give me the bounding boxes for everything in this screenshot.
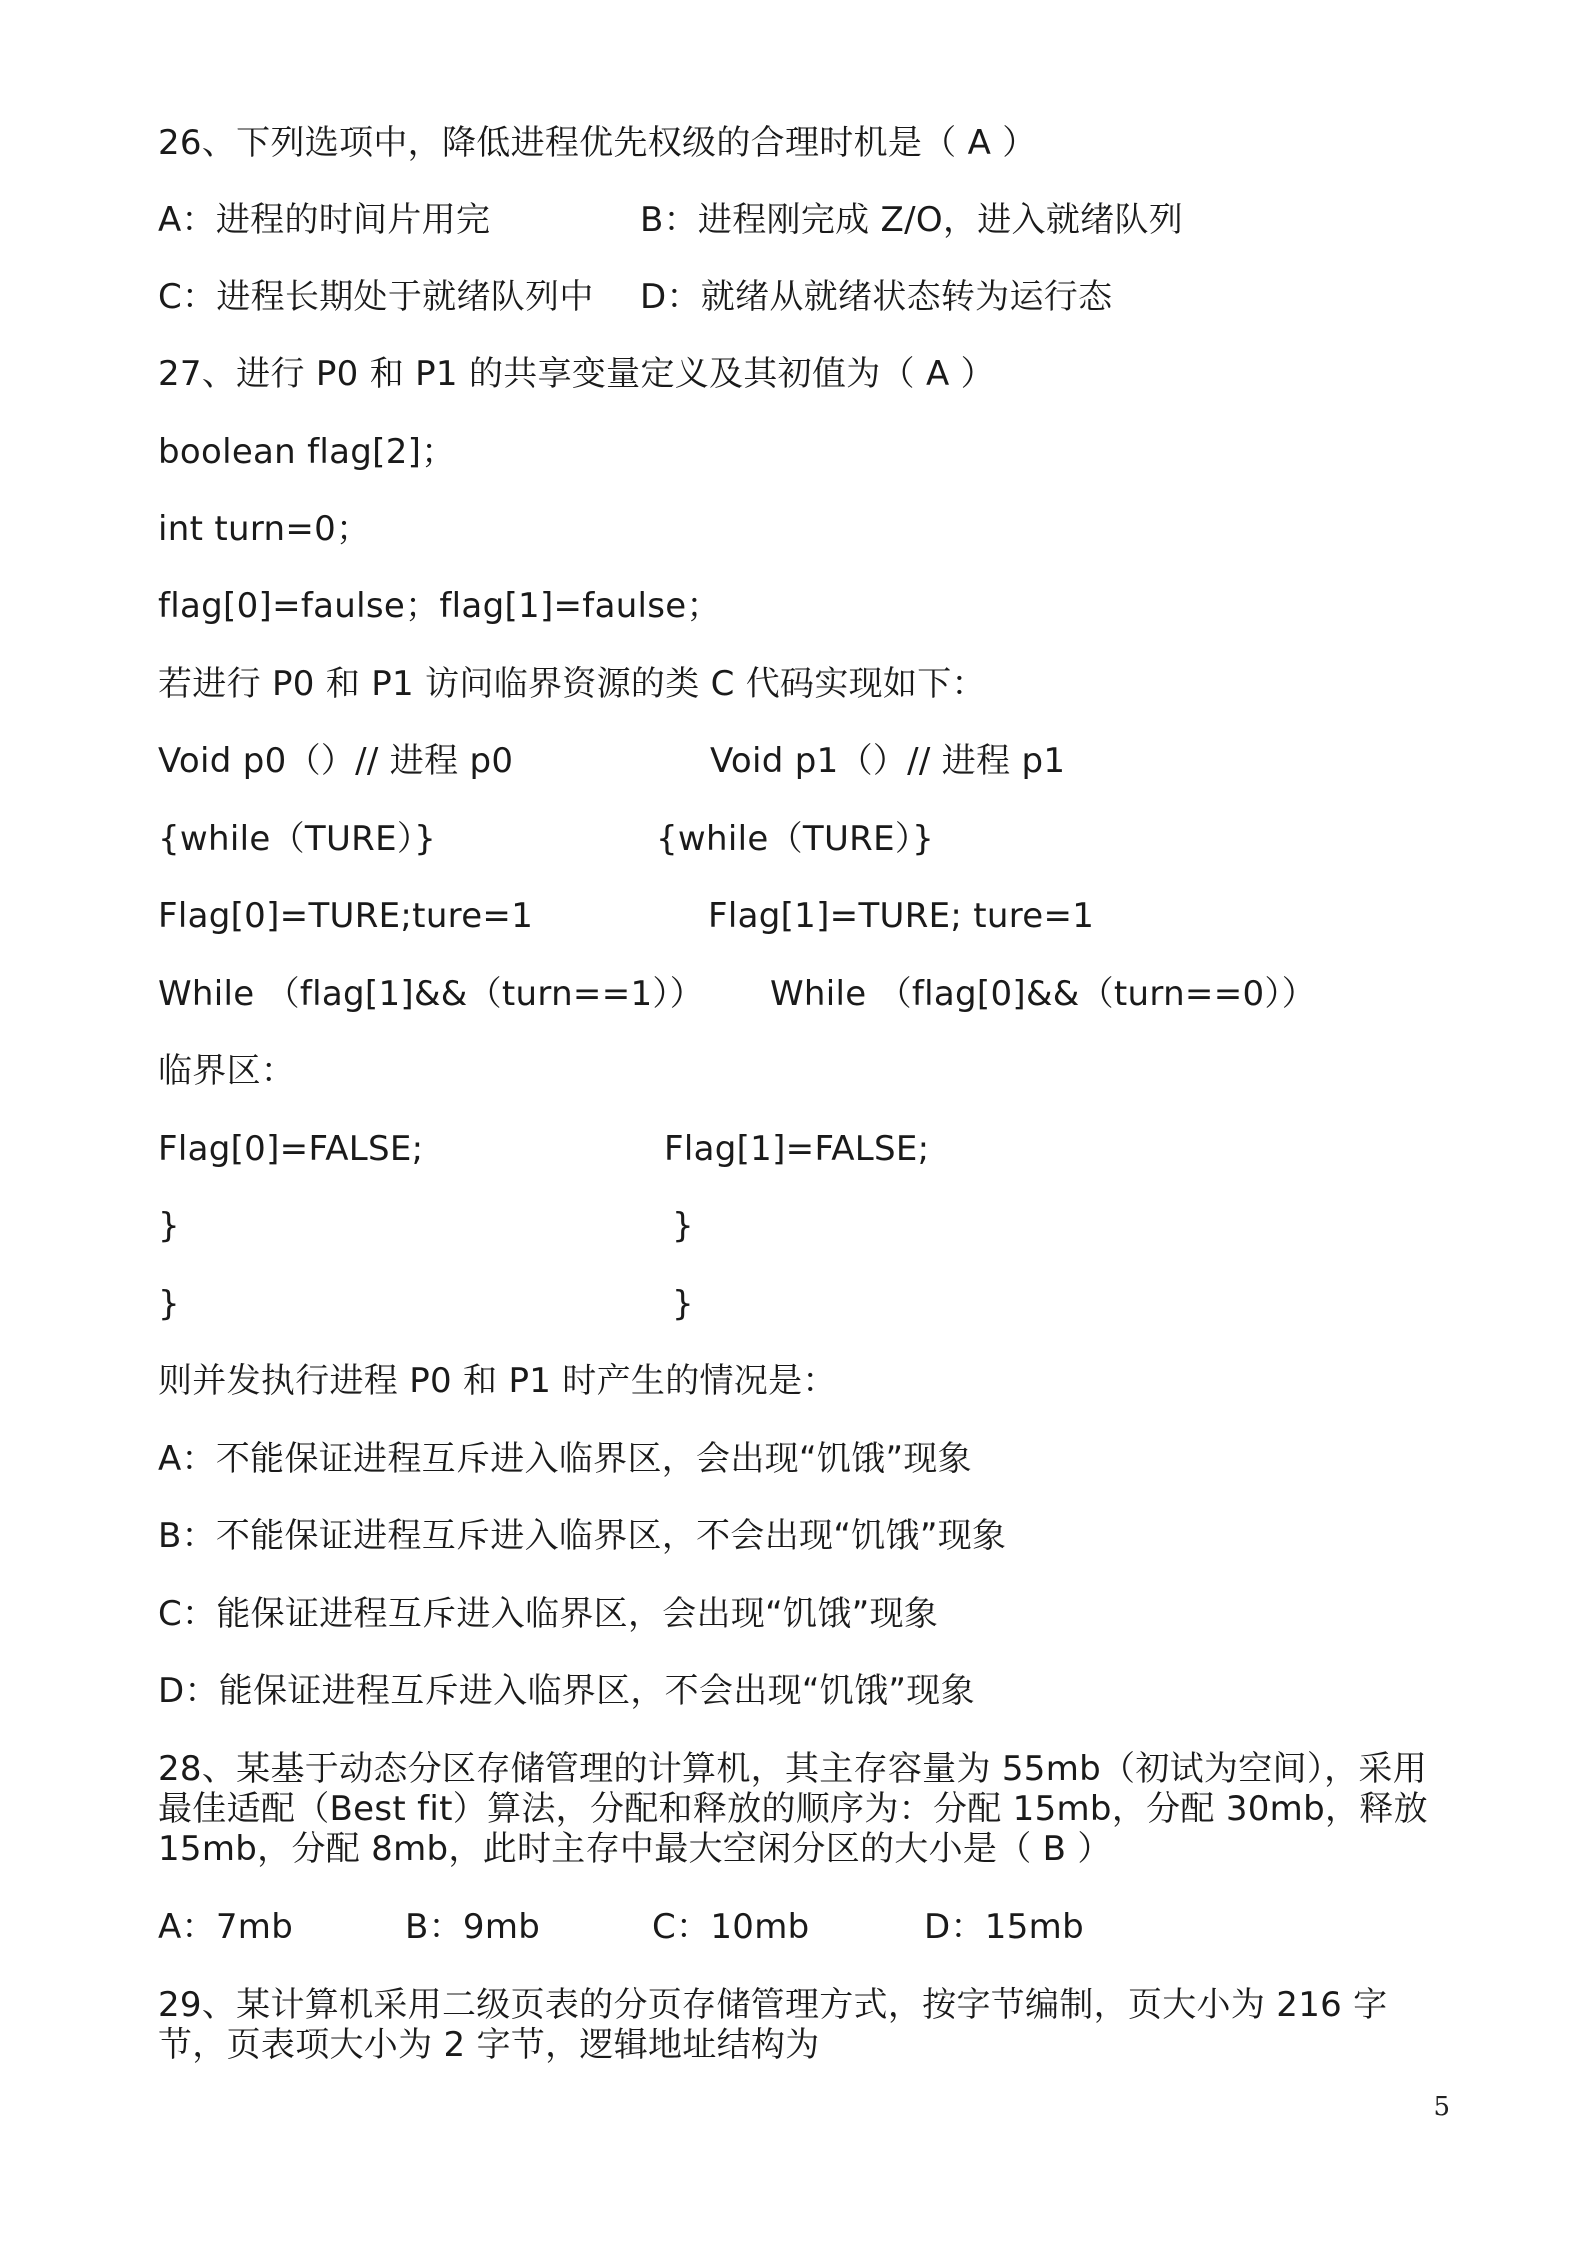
p0-assign: Flag[0]=TURE;ture=1 xyxy=(158,896,534,936)
p1-while-open: {while（TURE）} xyxy=(656,819,935,859)
q28-option-d: D：15mb xyxy=(924,1907,1084,1947)
q27-code-decl-2: int turn=0； xyxy=(158,509,371,549)
q27-option-a: A：不能保证进程互斥进入临界区，会出现“饥饿”现象 xyxy=(158,1439,972,1479)
q26-option-c: C：进程长期处于就绪队列中 xyxy=(158,277,594,317)
p1-while-cond: While （flag[0]&&（turn==0）） xyxy=(770,974,1317,1014)
q28-option-b: B：9mb xyxy=(405,1907,541,1947)
p0-close-brace-2: } xyxy=(158,1284,180,1324)
q26-option-a: A：进程的时间片用完 xyxy=(158,200,491,240)
q28-stem: 28、某基于动态分区存储管理的计算机，其主存容量为 55mb（初试为空间），采用最佳适配（Best fit）算法，分配和释放的顺序为：分配 15mb，分配 30mb，释放 15mb，分配 8mb，此时主存中最大空闲分区的大小是（ B ） xyxy=(158,1749,1428,1869)
q28-option-c: C：10mb xyxy=(652,1907,810,1947)
q27-question: 则并发执行进程 P0 和 P1 时产生的情况是： xyxy=(158,1361,837,1401)
p0-while-open: {while（TURE）} xyxy=(158,819,437,859)
q27-code-intro: 若进行 P0 和 P1 访问临界资源的类 C 代码实现如下： xyxy=(158,664,986,704)
q29-stem: 29、某计算机采用二级页表的分页存储管理方式，按字节编制，页大小为 216 字节，页表项大小为 2 字节，逻辑地址结构为 xyxy=(158,1985,1388,2065)
page-number: 5 xyxy=(1433,2092,1450,2122)
p0-close-brace-1: } xyxy=(158,1206,180,1246)
q27-code-decl-1: boolean flag[2]； xyxy=(158,432,456,472)
p1-header: Void p1（）// 进程 p1 xyxy=(710,741,1066,781)
q27-option-c: C：能保证进程互斥进入临界区，会出现“饥饿”现象 xyxy=(158,1594,939,1634)
p0-while-cond: While （flag[1]&&（turn==1）） xyxy=(158,974,705,1014)
q28-option-a: A：7mb xyxy=(158,1907,294,1947)
q26-option-b: B：进程刚完成 Z/O，进入就绪队列 xyxy=(640,200,1184,240)
q27-code-decl-3: flag[0]=faulse；flag[1]=faulse； xyxy=(158,586,721,626)
p1-reset: Flag[1]=FALSE; xyxy=(664,1129,930,1169)
q27-option-d: D：能保证进程互斥进入临界区，不会出现“饥饿”现象 xyxy=(158,1671,975,1711)
p1-close-brace-2: } xyxy=(672,1284,694,1324)
q26-stem: 26、下列选项中，降低进程优先权级的合理时机是（ A ） xyxy=(158,123,1037,163)
p0-reset: Flag[0]=FALSE; xyxy=(158,1129,424,1169)
p0-header: Void p0（）// 进程 p0 xyxy=(158,741,514,781)
p1-assign: Flag[1]=TURE; ture=1 xyxy=(708,896,1095,936)
q26-option-d: D：就绪从就绪状态转为运行态 xyxy=(640,277,1113,317)
p1-close-brace-1: } xyxy=(672,1206,694,1246)
critical-section-label: 临界区： xyxy=(158,1051,296,1091)
q27-option-b: B：不能保证进程互斥进入临界区，不会出现“饥饿”现象 xyxy=(158,1516,1007,1556)
q27-stem: 27、进行 P0 和 P1 的共享变量定义及其初值为（ A ） xyxy=(158,354,995,394)
